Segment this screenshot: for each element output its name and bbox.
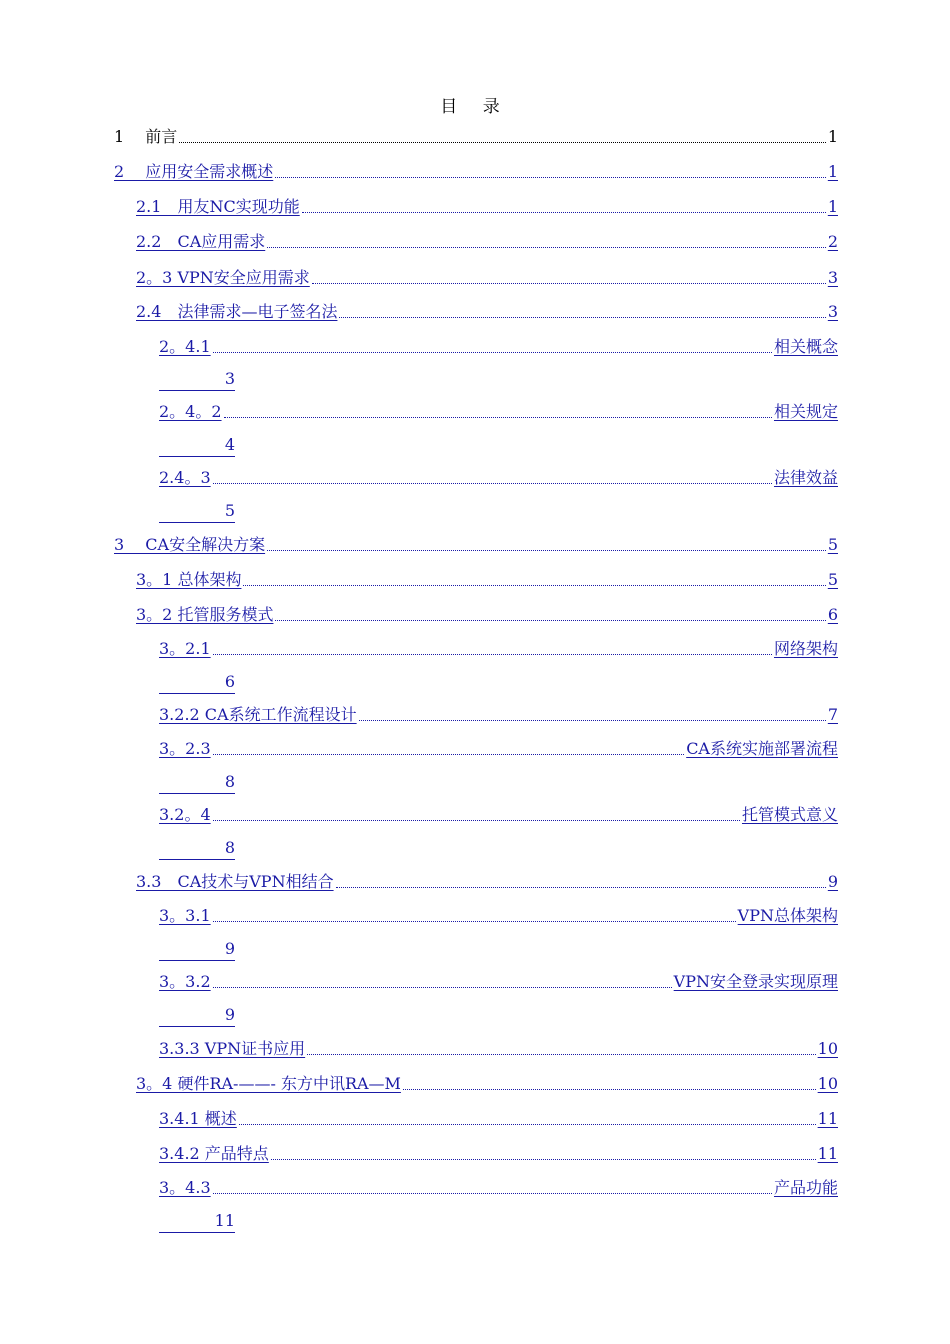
toc-entry-label: 2 应用安全需求概述	[114, 162, 274, 181]
toc-entry-label: 3。1 总体架构	[136, 570, 242, 589]
toc-entry-2-4-1[interactable]	[159, 336, 838, 358]
toc-leader-dots	[179, 142, 826, 143]
toc-entry-label: 3。4 硬件RA-——- 东方中讯RA—M	[136, 1074, 401, 1093]
toc-leader-dots	[336, 887, 826, 888]
toc-leader-dots	[213, 654, 772, 655]
toc-entry-page: 1	[827, 197, 838, 216]
toc-entry-3-2-3[interactable]	[159, 738, 838, 760]
toc-entry-page: 7	[827, 705, 838, 724]
toc-entry-title: 相关概念	[773, 337, 838, 356]
toc-entry-label: 2.4 法律需求—电子签名法	[136, 302, 338, 321]
toc-entry-page: 1	[827, 162, 838, 181]
toc-leader-dots	[302, 212, 826, 213]
toc-entry-page: 3	[827, 268, 838, 287]
toc-leader-dots	[213, 483, 772, 484]
toc-leader-dots	[243, 585, 825, 586]
toc-entry-label: 2。4。2	[159, 402, 222, 421]
toc-entry-label: 3。3.2	[159, 972, 211, 991]
toc-entry-3-2[interactable]	[136, 604, 838, 626]
toc-entry-label: 3.2.2 CA系统工作流程设计	[159, 705, 357, 724]
toc-leader-dots	[213, 987, 672, 988]
toc-leader-dots	[239, 1124, 816, 1125]
toc-entry-label: 3。2.1	[159, 639, 211, 658]
toc-entry-1[interactable]	[114, 126, 838, 148]
toc-entry-3-3-2[interactable]	[159, 971, 838, 993]
toc-leader-dots	[267, 550, 826, 551]
toc-entry-page: 5	[827, 535, 838, 554]
toc-entry-page: 11	[817, 1109, 838, 1128]
toc-entry-title: CA系统实施部署流程	[686, 739, 838, 758]
toc-entry-page[interactable]: 4	[159, 434, 235, 457]
toc-leader-dots	[275, 177, 826, 178]
toc-entry-label: 2.1 用友NC实现功能	[136, 197, 300, 216]
toc-entry-label: 3。2 托管服务模式	[136, 605, 274, 624]
toc-entry-2-1[interactable]	[136, 196, 838, 218]
toc-entry-page: 9	[827, 872, 838, 891]
toc-entry-3-3-3[interactable]	[159, 1038, 838, 1060]
toc-entry-label: 2.4。3	[159, 468, 211, 487]
toc-entry-title: 托管模式意义	[741, 805, 838, 824]
toc-entry-title: 产品功能	[773, 1178, 838, 1197]
toc-entry-page[interactable]: 5	[159, 500, 235, 523]
toc-entry-3-4-3[interactable]	[159, 1177, 838, 1199]
toc-entry-3-4-1[interactable]	[159, 1108, 838, 1130]
toc-entry-page[interactable]: 11	[159, 1210, 235, 1233]
toc-leader-dots	[339, 317, 825, 318]
toc-entry-label: 2.2 CA应用需求	[136, 232, 266, 251]
toc-entry-3-3[interactable]	[136, 871, 838, 893]
toc-entry-3-2-1[interactable]	[159, 638, 838, 660]
toc-leader-dots	[213, 1193, 772, 1194]
toc-leader-dots	[224, 417, 772, 418]
toc-leader-dots	[403, 1089, 816, 1090]
toc-entry-page: 10	[817, 1039, 838, 1058]
toc-entry-label: 3.2。4	[159, 805, 211, 824]
toc-leader-dots	[307, 1054, 816, 1055]
toc-entry-3-4[interactable]	[136, 1073, 838, 1095]
toc-entry-page: 3	[827, 302, 838, 321]
toc-entry-label: 3.4.1 概述	[159, 1109, 237, 1128]
toc-entry-title: VPN总体架构	[737, 906, 838, 925]
toc-entry-page: 10	[817, 1074, 838, 1093]
toc-entry-page[interactable]: 6	[159, 671, 235, 694]
toc-entry-3-2-4[interactable]	[159, 804, 838, 826]
toc-entry-3[interactable]	[114, 534, 838, 556]
toc-leader-dots	[267, 247, 826, 248]
toc-leader-dots	[213, 352, 772, 353]
toc-entry-2[interactable]	[114, 161, 838, 183]
toc-leader-dots	[271, 1159, 816, 1160]
toc-entry-label: 3.4.2 产品特点	[159, 1144, 269, 1163]
toc-entry-label: 3 CA安全解决方案	[114, 535, 266, 554]
toc-entry-page: 1	[827, 127, 838, 146]
toc-leader-dots	[213, 820, 740, 821]
toc-entry-page: 5	[827, 570, 838, 589]
toc-entry-label: 3。2.3	[159, 739, 211, 758]
toc-entry-page: 6	[827, 605, 838, 624]
toc-leader-dots	[275, 620, 825, 621]
toc-leader-dots	[213, 754, 685, 755]
toc-leader-dots	[312, 283, 826, 284]
toc-entry-page: 11	[817, 1144, 838, 1163]
toc-entry-label: 1 前言	[114, 127, 178, 146]
toc-entry-page[interactable]: 8	[159, 771, 235, 794]
toc-entry-page[interactable]: 3	[159, 368, 235, 391]
toc-entry-3-4-2[interactable]	[159, 1143, 838, 1165]
toc-entry-page[interactable]: 9	[159, 1004, 235, 1027]
toc-entry-3-1[interactable]	[136, 569, 838, 591]
toc-entry-title: 法律效益	[773, 468, 838, 487]
toc-entry-2-4[interactable]	[136, 301, 838, 323]
toc-entry-label: 2。4.1	[159, 337, 211, 356]
toc-entry-2-2[interactable]	[136, 231, 838, 253]
toc-entry-page[interactable]: 9	[159, 938, 235, 961]
toc-entry-title: 网络架构	[773, 639, 838, 658]
toc-entry-title: VPN安全登录实现原理	[673, 972, 838, 991]
toc-entry-3-3-1[interactable]	[159, 905, 838, 927]
toc-entry-2-4-2[interactable]	[159, 401, 838, 423]
toc-entry-label: 3.3 CA技术与VPN相结合	[136, 872, 334, 891]
toc-leader-dots	[359, 720, 826, 721]
toc-entry-2-4-3[interactable]	[159, 467, 838, 489]
toc-entry-label: 3。4.3	[159, 1178, 211, 1197]
toc-entry-page: 2	[827, 232, 838, 251]
toc-entry-3-2-2[interactable]	[159, 704, 838, 726]
toc-entry-label: 3。3.1	[159, 906, 211, 925]
toc-entry-2-3[interactable]	[136, 267, 838, 289]
toc-entry-page[interactable]: 8	[159, 837, 235, 860]
toc-title: 目 录	[440, 97, 510, 117]
toc-entry-label: 2。3 VPN安全应用需求	[136, 268, 310, 287]
toc-entry-label: 3.3.3 VPN证书应用	[159, 1039, 306, 1058]
toc-leader-dots	[213, 921, 736, 922]
toc-entry-title: 相关规定	[773, 402, 838, 421]
